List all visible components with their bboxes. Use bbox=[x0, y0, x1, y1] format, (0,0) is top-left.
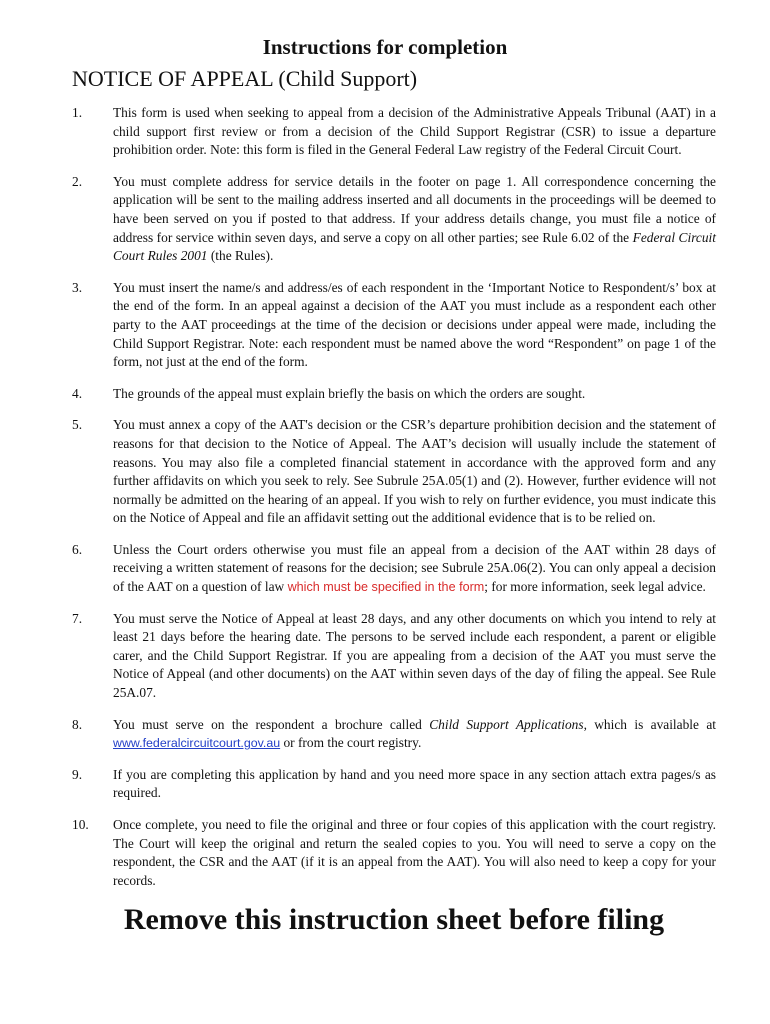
item-text: This form is used when seeking to appeal from a decision of the Administrative Appeals Tribunal (AAT) in a child support first review or from a decision of the Child Support Registrar (CSR) to issue a departure prohibition order. Note: this form is filed in the General Federal Law registry of the Federal Circuit Court. bbox=[113, 105, 716, 158]
list-item bbox=[72, 541, 716, 597]
item-text-part: , which is available at bbox=[583, 716, 716, 732]
item-text bbox=[113, 173, 716, 266]
item-number: 9. bbox=[72, 766, 83, 782]
item-number: 7. bbox=[72, 610, 83, 626]
list-item bbox=[72, 716, 716, 753]
item-text: If you are completing this application by hand and you need more space in any section attach extra pages/s as required. bbox=[113, 766, 716, 801]
item-text: Once complete, you need to file the original and three or four copies of this application with the court registry. The Court will keep the original and return the sealed copies to you. You will need to serve a copy on the respondent, the CSR and the AAT (if it is an appeal from the AAT). You will also need to keep a copy for your records. bbox=[113, 817, 716, 888]
item-number: 4. bbox=[72, 385, 83, 401]
list-item bbox=[72, 766, 716, 803]
rules-title: Federal Circuit Court Rules 2001 bbox=[113, 229, 717, 264]
item-text: You must annex a copy of the AAT's decision or the CSR’s departure prohibition decision and the statement of reasons for that decision to the Notice of Appeal. The AAT’s decision will usually include the statement of reasons. You may also file a completed financial statement in accordance with the approved form and any further affidavits on which you seek to rely. See Subrule 25A.05(1) and (2). However, further evidence will not normally be admitted on the hearing of an appeal. If you wish to rely on further evidence, you must indicate this on the Notice of Appeal and file an affidavit setting out the additional evidence that is to be relied on. bbox=[113, 417, 716, 526]
court-website-link[interactable]: www.federalcircuitcourt.gov.au bbox=[113, 736, 281, 751]
item-text-part: (the Rules). bbox=[207, 248, 274, 264]
remove-sheet-notice: Remove this instruction sheet before filing bbox=[123, 903, 665, 936]
list-item bbox=[72, 104, 716, 160]
item-number: 8. bbox=[72, 716, 83, 732]
item-text-part: or from the court registry. bbox=[280, 735, 422, 751]
instructions-list bbox=[72, 104, 716, 903]
brochure-title: Child Support Applications bbox=[429, 716, 584, 732]
item-text: The grounds of the appeal must explain briefly the basis on which the orders are sought. bbox=[113, 385, 586, 401]
page-heading: Instructions for completion bbox=[262, 35, 508, 59]
item-text-part: ; for more information, seek legal advice. bbox=[484, 579, 706, 595]
list-item bbox=[72, 173, 716, 266]
item-number: 3. bbox=[72, 279, 83, 295]
item-text bbox=[113, 541, 716, 597]
item-text: You must insert the name/s and address/es of each respondent in the ‘Important Notice to Respondent/s’ box at the end of the form. In an appeal against a decision of the AAT you must include as a respondent each other party to the AAT proceedings at the time of the decision or decisions under appeal were made, including the Child Support Registrar. Note: each respondent must be named above the word “Respondent” on page 1 of the form, not just at the end of the form. bbox=[113, 279, 716, 370]
item-number: 10. bbox=[72, 817, 89, 832]
item-text-part: You must complete address for service details in the footer on page 1. All correspondence concerning the application will be sent to the mailing address inserted and all documents in the proceedings will be deemed to have been served on you if posted to that address. If your address details change, you must file a notice of address for service within seven days, and serve a copy on all other parties; see Rule 6.02 of the bbox=[113, 173, 716, 245]
highlighted-text: which must be specified in the form bbox=[287, 580, 485, 595]
form-title: NOTICE OF APPEAL (Child Support) bbox=[72, 66, 418, 91]
item-text-part: Unless the Court orders otherwise you must file an appeal from a decision of the AAT within 28 days of receiving a written statement of reasons for the decision; see Subrule 25A.06(2). You can only appeal a decision of the AAT on a question of law bbox=[113, 541, 716, 595]
item-text: You must serve the Notice of Appeal at least 28 days, and any other documents on which you intend to rely at least 21 days before the hearing date. The persons to be served include each respondent, a parent or eligible carer, and the Child Support Registrar. If you are appealing from a decision of the AAT you must serve the Notice of Appeal (and other documents) on the AAT within seven days of the day of filing the appeal. See Rule 25A.07. bbox=[113, 610, 716, 701]
list-item bbox=[72, 279, 716, 372]
item-text bbox=[113, 716, 716, 753]
item-number: 1. bbox=[72, 105, 83, 120]
item-number: 6. bbox=[72, 541, 83, 557]
item-number: 2. bbox=[72, 173, 83, 189]
item-number: 5. bbox=[72, 417, 83, 433]
list-item bbox=[72, 816, 716, 890]
list-item bbox=[72, 416, 716, 528]
item-text-part: You must serve on the respondent a brochure called bbox=[113, 716, 430, 732]
list-item bbox=[72, 610, 716, 703]
list-item bbox=[72, 385, 716, 404]
